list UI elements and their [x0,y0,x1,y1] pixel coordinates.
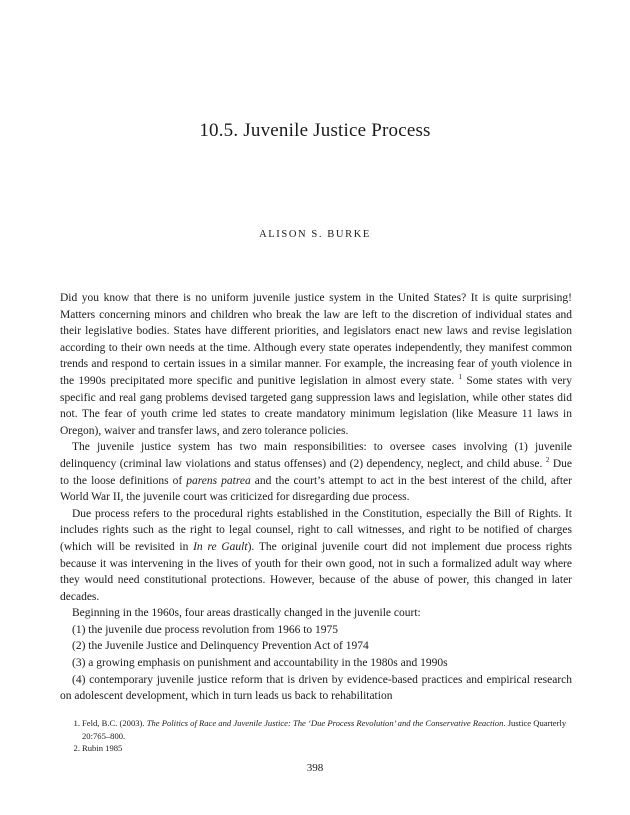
footnote-citation: Feld, B.C. (2003). [82,718,147,728]
paragraph-1-tail: Some states with very specific and real gang problems devised targeted gang suppression laws and legislation, while other states did not. The fear of youth crime led states to create mandatory minimum legislation (like Measure 11 laws in Oregon), waiver and transfer laws, and zero tolerance policies. [60,374,572,437]
footnote-italic-title: The Politics of Race and Juvenile Justice: The ‘Due Process Revolution’ and the Conservative Reaction [146,718,504,728]
footnote-number: 1. [73,718,80,728]
paragraph-1 [60,290,572,439]
footnote-ref-1[interactable]: 1 [458,373,463,382]
footnote-text [82,717,576,742]
chapter-title: 10.5. Juvenile Justice Process [199,120,431,141]
list-item: (3) a growing emphasis on punishment and accountability in the 1980s and 1990s [72,657,448,670]
footnotes [60,717,576,755]
list-item: (2) the Juvenile Justice and Delinquency Prevention Act of 1974 [72,640,369,653]
paragraph-2-text-b: Due to the loose definitions of [60,457,572,487]
footnote-number: 2. [73,743,80,753]
paragraph-2 [60,439,572,505]
body-text [60,290,572,705]
footnote-2 [60,742,576,755]
paragraph-3-text-b: ). The original juvenile court did not implement due process rights because it was intervening in the lives of youth for their own good, not in such a formalized adult way where they would need constitutional protections. However, because of the abuse of power, this changed in later decades. [60,540,572,603]
footnote-1 [60,717,576,742]
paragraph-3-text-a: Due process refers to the procedural rights established in the Constitution, especially the Bill of Rights. It includes rights such as the right to legal counsel, right to call witnesses, and right to be notified of charges (which will be revisited in [60,507,572,553]
paragraph-2-italic: parens patrea [186,474,251,487]
list-item: (1) the juvenile due process revolution from 1966 to 1975 [72,623,339,636]
page-number: 398 [306,762,324,774]
footnote-ref-2[interactable]: 2 [545,456,550,465]
paragraph-2-text-a: The juvenile justice system has two main responsibilities: to oversee cases involving (1) juvenile delinquency (criminal law violations and status offenses) and (2) dependency, neglect, and child abuse. [60,441,572,470]
paragraph-3-italic: In re Gault [193,540,248,553]
list-item: (4) contemporary juvenile justice reform that is driven by evidence-based practices and empirical research on adolescent development, which in turn leads us back to rehabilitation [60,673,572,703]
footnote-text: Rubin 1985 [82,743,123,753]
paragraph-1-text: Did you know that there is no uniform juvenile justice system in the United States? It is quite surprising! Matters concerning minors and children who break the law are left to the discretion of individual states and their legislative bodies. States have different priorities, and legislators enact new laws and revise legislation according to their own needs at the time. Although every state operates independently, they manifest common trends and respond to certain issues in a similar manner. For example, the increasing fear of youth violence in the 1990s precipitated more specific and punitive legislation in almost every state. [60,292,572,387]
paragraph-3 [60,506,572,606]
footnote-citation-tail: . Justice Quarterly 20:765–800. [82,718,567,741]
paragraph-2-text-c: and the court’s attempt to act in the best interest of the child, after World War II, the juvenile court was criticized for disregarding due process. [60,474,572,504]
author-name: ALISON S. BURKE [259,229,371,240]
paragraph-4: Beginning in the 1960s, four areas drastically changed in the juvenile court: [72,607,421,620]
